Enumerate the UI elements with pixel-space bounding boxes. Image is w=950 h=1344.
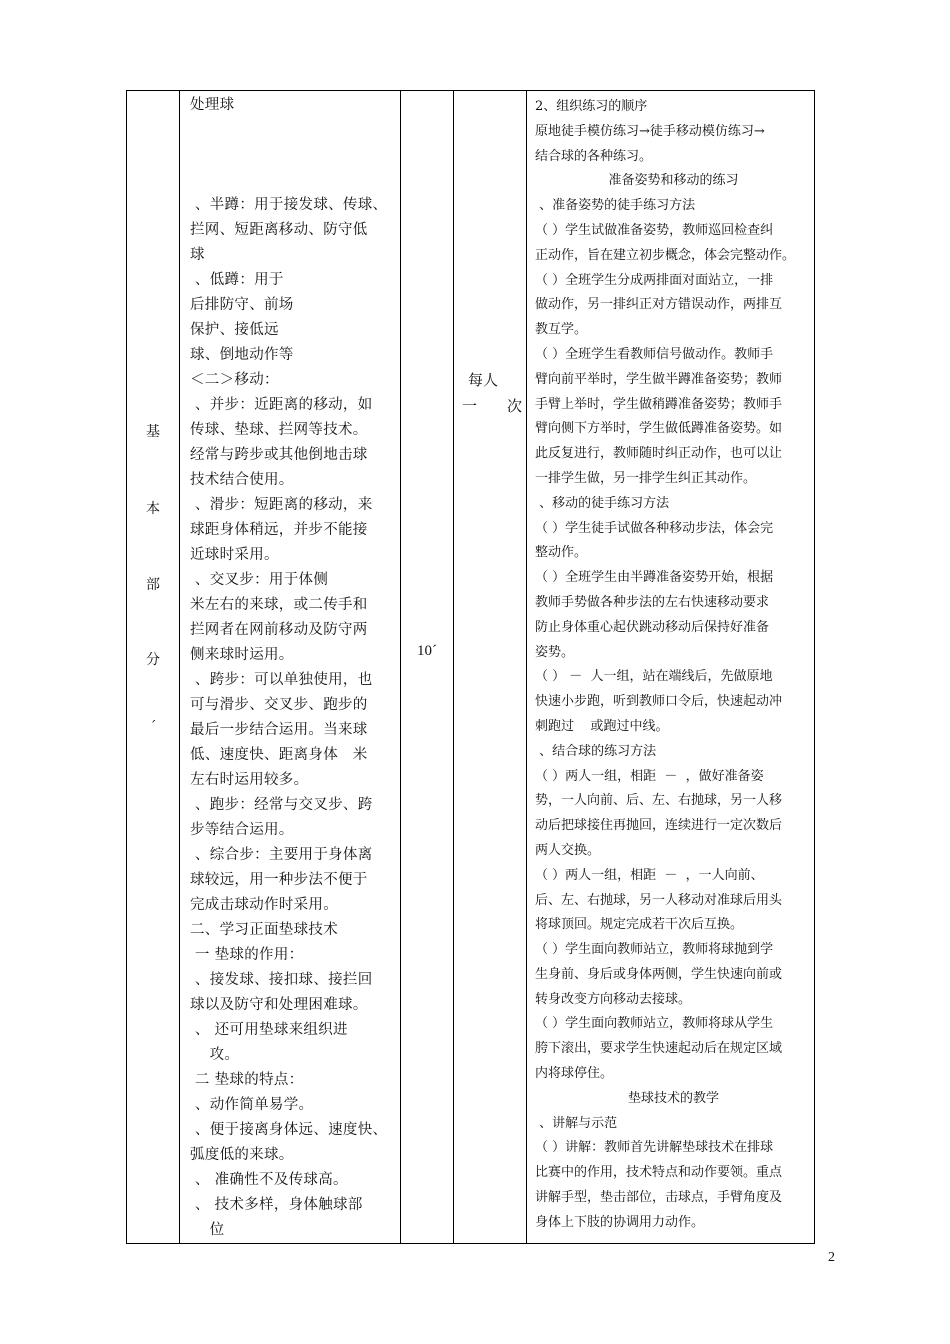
method-line: 快速小步跑，听到教师口令后，快速起动冲: [535, 694, 783, 710]
content-line: 拦网者在网前移动及防守两: [190, 622, 368, 638]
content-line: ＜二＞移动：: [190, 372, 279, 388]
content-line: 左右时运用较多。: [190, 772, 309, 788]
content-line: [190, 168, 394, 193]
content-line: 米左右的来球，或二传手和: [190, 597, 368, 613]
part-char: ˊ: [149, 719, 157, 735]
method-line: 做动作，另一排纠正对方错误动作，两排互: [535, 297, 783, 313]
content-line: 、 技术多样，身体触球部: [190, 1197, 363, 1213]
content-line: 、便于接离身体远、速度快、: [190, 1122, 388, 1138]
content-line: 攻。: [190, 1047, 240, 1063]
method-line: 结合球的各种练习。: [535, 148, 653, 164]
content-line: 、滑步：短距离的移动，来: [190, 497, 373, 513]
part-char: 部: [146, 577, 160, 593]
method-line: （ ）学生面向教师站立，教师将球抛到学: [535, 942, 774, 958]
content-line: 处理球: [190, 97, 235, 113]
method-line: 手臂上举时，学生做稍蹲准备姿势；教师手: [535, 396, 783, 412]
part-char: 基: [146, 424, 160, 440]
content-line: 保护、接低远: [190, 322, 279, 338]
method-line: 转身改变方向移动去接球。: [535, 991, 692, 1007]
frequency-unit: 次: [506, 397, 522, 415]
method-line: 防止身体重心起伏跳动移动后保持好准备: [535, 619, 770, 635]
content-line: 球以及防守和处理困难球。: [190, 997, 368, 1013]
content-line: 经常与跨步或其他倒地击球: [190, 447, 368, 463]
method-line: 准备姿势和移动的练习: [608, 173, 739, 189]
method-line: 、准备姿势的徒手练习方法: [535, 198, 696, 214]
content-line: 、接发球、接扣球、接拦回: [190, 972, 373, 988]
frequency-line-1: 每人: [468, 371, 499, 389]
method-line: 教互学。: [535, 322, 588, 338]
content-line: 、 准确性不及传球高。: [190, 1172, 348, 1188]
method-line: 胯下滚出，要求学生快速起动后在规定区域: [535, 1041, 783, 1057]
content-line: [190, 118, 394, 143]
method-line: （ ）学生面向教师站立，教师将球从学生: [535, 1016, 774, 1032]
method-line: 一排学生做，另一排学生纠正其动作。: [535, 470, 757, 486]
content-line: 、跨步：可以单独使用，也: [190, 672, 373, 688]
content-line: 、 还可用垫球来组织进: [190, 1022, 348, 1038]
method-cell: [527, 91, 815, 1244]
content-line: 弧度低的来球。: [190, 1147, 294, 1163]
content-line: 球较远，用一种步法不便于: [190, 872, 368, 888]
method-line: （ ）两人一组，相距 － ，一人向前、: [535, 867, 764, 883]
method-line: 、讲解与示范: [535, 1115, 618, 1131]
organization-method: [527, 91, 814, 1236]
method-line: 身体上下肢的协调用力动作。: [535, 1214, 705, 1230]
method-line: 刺跑过 或跑过中线。: [535, 718, 669, 734]
content-line: 、跑步：经常与交叉步、跨: [190, 797, 373, 813]
content-line: [190, 143, 394, 168]
method-line: 姿势。: [535, 644, 575, 660]
frequency-cell: [454, 91, 527, 1244]
content-cell: [180, 91, 401, 1244]
part-char: 分: [146, 652, 160, 668]
content-line: 、综合步：主要用于身体离: [190, 847, 373, 863]
method-line: 将球顶回。规定完成若干次后互换。: [535, 917, 744, 933]
method-line: （ ）全班学生看教师信号做动作。教师手: [535, 346, 774, 362]
method-line: 两人交换。: [535, 842, 601, 858]
content-line: 传球、垫球、拦网等技术。: [190, 422, 368, 438]
method-line: 、移动的徒手练习方法: [535, 495, 670, 511]
content-line: 、动作简单易学。: [190, 1097, 314, 1113]
part-char: 本: [146, 501, 160, 517]
content-line: 最后一步结合运用。当来球: [190, 722, 368, 738]
part-cell: [127, 91, 180, 1244]
method-line: （ ）两人一组，相距 － ，做好准备姿: [535, 768, 764, 784]
method-line: （ ）讲解：教师首先讲解垫球技术在排球: [535, 1140, 774, 1156]
method-line: （ ）全班学生分成两排面对面站立，一排: [535, 272, 774, 288]
method-line: 内将球停住。: [535, 1066, 614, 1082]
content-line: 近球时采用。: [190, 547, 279, 563]
content-line: 低、速度快、距离身体 米: [190, 747, 368, 763]
content-line: 侧来球时运用。: [190, 647, 294, 663]
method-line: 正动作，旨在建立初步概念，体会完整动作。: [535, 247, 796, 263]
content-line: 、低蹲：用于: [190, 272, 284, 288]
method-line: （ ）学生试做准备姿势，教师巡回检查纠: [535, 222, 774, 238]
method-line: 动后把球接住再抛回，连续进行一定次数后: [535, 818, 783, 834]
frequency-line-2: [462, 395, 522, 416]
method-line: 教师手势做各种步法的左右快速移动要求: [535, 594, 770, 610]
content-line: 二 垫球的特点：: [190, 1072, 304, 1088]
method-line: 讲解手型，垫击部位，击球点，手臂角度及: [535, 1190, 783, 1206]
method-line: 比赛中的作用，技术特点和动作要领。重点: [535, 1165, 783, 1181]
method-line: 此反复进行，教师随时纠正动作，也可以让: [535, 446, 783, 462]
content-line: 一 垫球的作用：: [190, 947, 304, 963]
method-line: 垫球技术的教学: [627, 1090, 719, 1106]
method-line: （ ）全班学生由半蹲准备姿势开始，根据: [535, 570, 774, 586]
table-row: [127, 91, 815, 1244]
method-line: 势，一人向前、后、左、右抛球，另一人移: [535, 793, 783, 809]
method-line: 原地徒手模仿练习→徒手移动模仿练习→: [535, 123, 765, 139]
time-value: 10ˊ: [417, 643, 437, 659]
content-line: 可与滑步、交叉步、跑步的: [190, 697, 368, 713]
content-line: 、半蹲：用于接发球、传球、: [190, 197, 388, 213]
content-line: 球: [190, 247, 205, 263]
content-line: 球距身体稍远，并步不能接: [190, 522, 368, 538]
method-line: 、结合球的练习方法: [535, 743, 657, 759]
content-line: 位: [190, 1222, 225, 1238]
page-number: 2: [828, 1250, 835, 1265]
method-line: 2、组织练习的顺序: [535, 99, 648, 114]
lesson-plan-table: [126, 90, 815, 1244]
frequency-count: 一: [462, 397, 478, 415]
content-line: 完成击球动作时采用。: [190, 897, 338, 913]
method-line: （ ） － 人一组，站在端线后，先做原地: [535, 669, 773, 685]
content-line: 二、学习正面垫球技术: [190, 922, 338, 938]
content-line: 步等结合运用。: [190, 822, 294, 838]
content-line: 、交叉步：用于体侧: [190, 572, 329, 588]
method-line: （ ）学生徒手试做各种移动步法，体会完: [535, 520, 774, 536]
method-line: 生身前、身后或身体两侧，学生快速向前或: [535, 966, 783, 982]
content-line: 拦网、短距离移动、防守低: [190, 222, 368, 238]
teaching-content: [180, 91, 400, 1243]
content-line: 后排防守、前场: [190, 297, 294, 313]
method-line: 整动作。: [535, 545, 588, 561]
part-label: [127, 91, 179, 1243]
method-line: 臂向侧下方举时，学生做低蹲准备姿势。如: [535, 421, 783, 437]
content-line: 技术结合使用。: [190, 472, 294, 488]
method-line: 后、左、右抛球，另一人移动对准球后用头: [535, 892, 783, 908]
content-line: 、并步：近距离的移动，如: [190, 397, 373, 413]
method-line: 臂向前平举时，学生做半蹲准备姿势；教师: [535, 371, 783, 387]
content-line: 球、倒地动作等: [190, 347, 294, 363]
time-cell: [401, 91, 454, 1244]
